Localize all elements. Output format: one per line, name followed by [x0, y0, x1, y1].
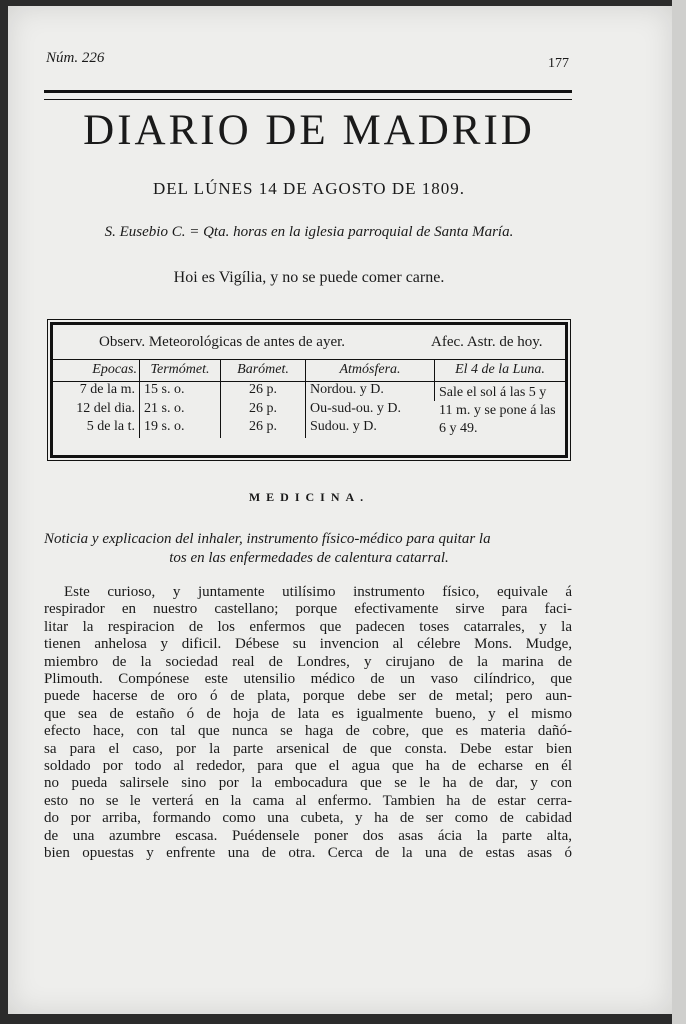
article-body: [44, 584, 572, 863]
col-termometro: Termómet.: [140, 359, 221, 382]
body-line: Este curioso, y juntamente utilísimo instrumento físico, equivale á: [64, 584, 572, 600]
cell-barometro: 26 p.: [221, 382, 306, 401]
col-epocas: Epocas.: [53, 359, 140, 382]
body-line: no pueda salirsele sino por la embocadura que se le ha de dar, y con: [44, 775, 572, 792]
body-line: do por arriba, formando como una cubeta, y ha de ser como de cabidad: [44, 810, 572, 827]
body-line: esto no se le verterá en la cama al enfermo. Tambien ha de estar cerra-: [44, 792, 572, 809]
body-line: efecto hace, con tal que nunca se haga de cobre, que es materia dañó-: [44, 723, 572, 740]
meteo-grid: [53, 359, 565, 438]
body-line: sa para el caso, por la parte arsenical de que consta. Debe estar bien: [44, 740, 572, 757]
cell-epoca: 7 de la m.: [53, 382, 140, 401]
dateline: DEL LÚNES 14 DE AGOSTO DE 1809.: [153, 179, 465, 198]
body-line: soldado por todo al rededor, para que el agua que ha de echarse en él: [44, 758, 572, 775]
notice-line-2: tos en las enfermedades de calentura catarral.: [169, 550, 449, 566]
title-rule: [44, 90, 572, 100]
meteorological-table: [50, 322, 568, 458]
newspaper-title: DIARIO DE MADRID: [83, 107, 535, 154]
notice-heading: [44, 530, 574, 568]
body-line: Plimouth. Compónese este utensilio médico de un vaso cilíndrico, que: [44, 671, 572, 688]
saint-of-day: S. Eusebio C. = Qta. horas en la iglesia parroquial de Santa María.: [104, 224, 514, 240]
table-row: [53, 382, 565, 401]
cell-epoca: 5 de la t.: [53, 419, 140, 438]
newspaper-page: [8, 6, 672, 1014]
notice-line-1: Noticia y explicacion del inhaler, instrumento físico-médico para quitar la: [44, 531, 491, 547]
col-luna: El 4 de la Luna.: [435, 359, 566, 382]
body-line: puede hacerse de oro ó de plata, porque debe ser de metal; pero aun-: [44, 688, 572, 705]
cell-termometro: 19 s. o.: [140, 419, 221, 438]
body-line: que sea de estaño ó de hoja de lata es igualmente bueno, y el mismo: [44, 705, 572, 722]
page-edge: [672, 0, 686, 1024]
cell-barometro: 26 p.: [221, 419, 306, 438]
body-line: tienen anhelosa y dificil. Débese su invencion al célebre Mons. Mudge,: [44, 636, 572, 653]
cell-barometro: 26 p.: [221, 401, 306, 420]
section-heading: MEDICINA.: [248, 490, 370, 504]
cell-atmosfera: Sudou. y D.: [310, 419, 377, 435]
meteo-heading-right: Afec. Astr. de hoy.: [431, 334, 543, 350]
page-number: 177: [548, 56, 569, 71]
body-line: litar la respiracion de los enfermos que padecen toses catarrales, y la: [44, 618, 572, 635]
cell-atmosfera: Nordou. y D.: [306, 382, 435, 401]
cell-moon: Sale el sol á las 5 y 11 m. y se pone á las 6 y 49.: [439, 385, 556, 436]
body-line: bien opuestas y enfrente una de otra. Cerca de la una de estas asas ó: [44, 845, 572, 862]
issue-number: Núm. 226: [46, 50, 105, 66]
meteo-heading-left: Observ. Meteorológicas de antes de ayer.: [99, 334, 346, 350]
cell-termometro: 21 s. o.: [140, 401, 221, 420]
vigil-notice: Hoi es Vigília, y no se puede comer carne.: [173, 269, 445, 286]
body-line: respirador en nuestro castellano; porque efectivamente sirve para faci-: [44, 601, 572, 618]
cell-atmosfera: Ou-sud-ou. y D.: [310, 400, 401, 416]
body-line: miembro de la sociedad real de Londres, y cirujano de la marina de: [44, 653, 572, 670]
col-barometro: Barómet.: [221, 359, 306, 382]
cell-epoca: 12 del dia.: [53, 401, 140, 420]
meteo-header: [53, 325, 565, 360]
body-line: de una azumbre escasa. Puédensele poner dos asas ácia la parte alta,: [44, 827, 572, 844]
col-atmosfera: Atmósfera.: [306, 359, 435, 382]
cell-termometro: 15 s. o.: [140, 382, 221, 401]
